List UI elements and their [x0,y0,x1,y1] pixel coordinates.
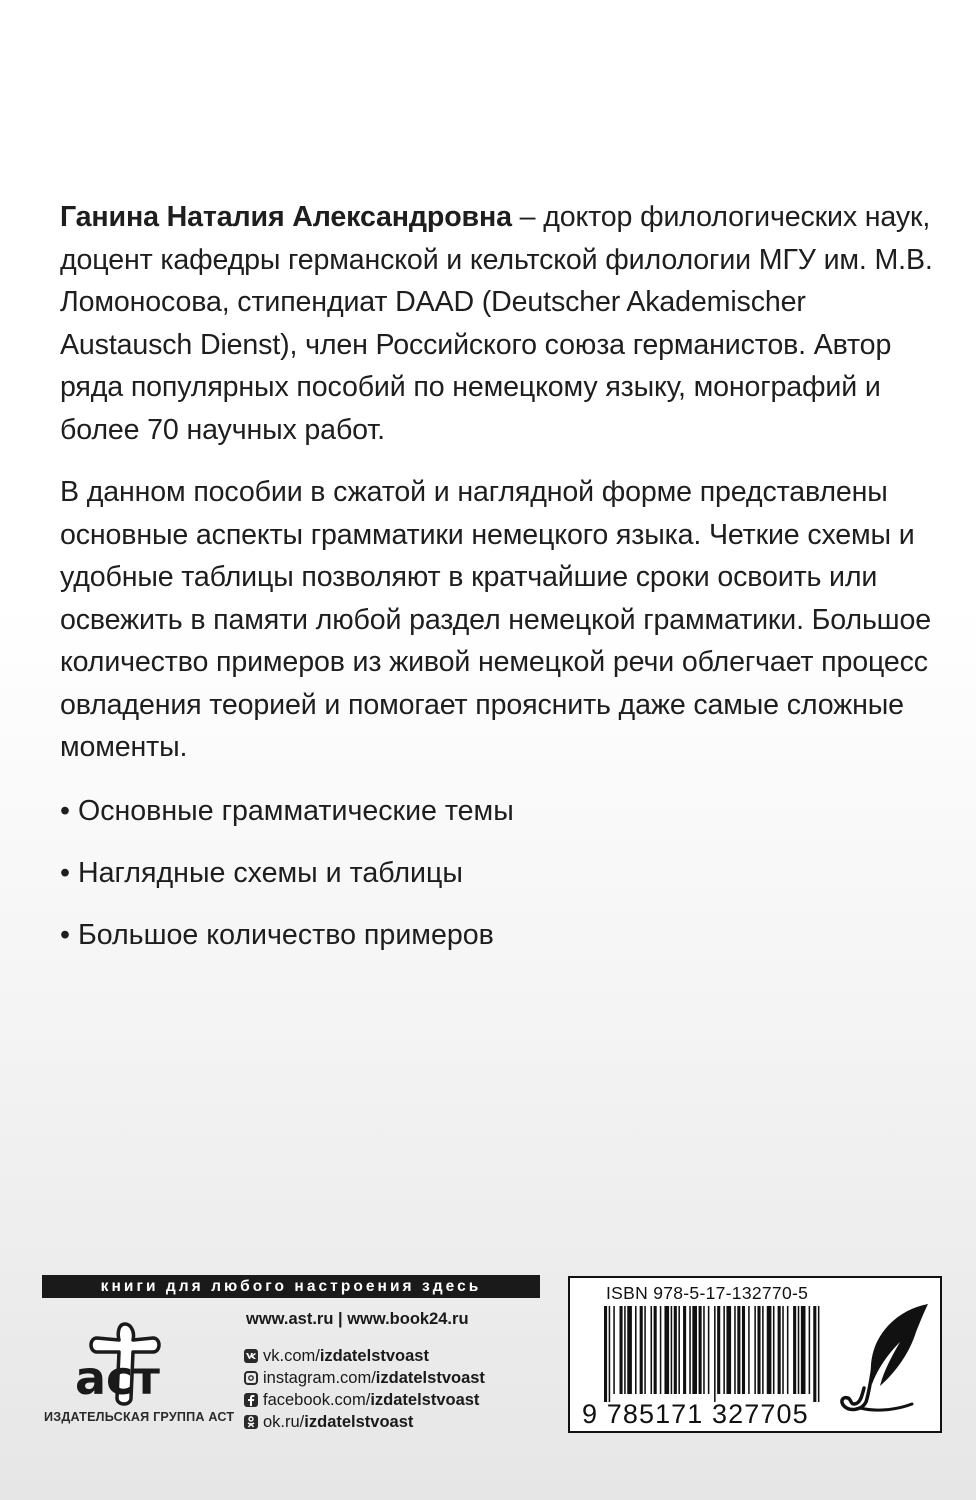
barcode-bar [782,1306,784,1394]
barcode-bar [683,1306,686,1394]
barcode-bar [644,1306,646,1394]
social-handle: izdatelstvoast [304,1412,414,1431]
social-prefix: ok.ru/ [263,1412,305,1431]
isbn-label: ISBN 978-5-17-132770-5 [606,1283,809,1303]
author-bio [60,196,940,451]
social-prefix: instagram.com/ [263,1368,376,1387]
feature-list [60,791,940,955]
barcode-bar [613,1306,615,1394]
social-link-ok[interactable] [244,1411,485,1433]
social-prefix: facebook.com/ [263,1390,371,1409]
slogan-bar: книги для любого настроения здесь [42,1275,540,1298]
barcode-bar [793,1306,796,1394]
barcode-bar [734,1306,736,1394]
barcode-bar [813,1306,816,1402]
barcode-bar [742,1306,745,1394]
barcode-bar [651,1306,653,1394]
barcode-bar [757,1306,760,1394]
instagram-icon [244,1371,258,1385]
quill-icon [836,1298,932,1418]
social-links [244,1345,485,1433]
facebook-icon [244,1393,258,1407]
barcode-bar [714,1306,716,1402]
barcode-digits: 9 785171 327705 [582,1399,809,1429]
barcode-bar [748,1306,750,1394]
barcode-bar [640,1306,643,1394]
barcode-bar [809,1306,811,1394]
barcode-bar [678,1306,680,1394]
barcode-bar [609,1306,611,1402]
barcode-bar [726,1306,731,1394]
barcode-bar [671,1306,673,1394]
barcode-bar [660,1306,662,1394]
publisher-name: ИЗДАТЕЛЬСКАЯ ГРУППА АСТ [44,1410,235,1424]
social-link-vk[interactable] [244,1345,485,1367]
barcode-bar [798,1306,800,1394]
author-bio-text: – доктор филологических наук, доцент кафедры германской и кельтской филологии МГУ им. М.В. Ломоносова, стипендиат DAAD (Deutscher Akademischer Austausch Dienst), член Российского союза германистов. Автор ряда популярных пособий по немецкому языку, монографий и более 70 научных работ. [60,201,933,446]
barcode-bar [624,1306,626,1394]
logo-text: аст [75,1351,160,1405]
barcode-bar [787,1306,789,1394]
barcode-bar [723,1306,725,1394]
barcode-bar [664,1306,669,1394]
social-handle: izdatelstvoast [319,1346,429,1365]
barcode-bar [708,1306,710,1394]
book-description: В данном пособии в сжатой и наглядной форме представлены основные аспекты грамматики немецкого языка. Четкие схемы и удобные таблицы позволяют в кратчайшие сроки освоить или освежить в памяти любой раздел немецкой грамматики. Большое количество примеров из живой немецкой речи облегчает процесс овладения теорией и помогает прояснить даже самые сложные моменты. [60,476,931,763]
barcode-bar [717,1306,720,1394]
barcode-bar [627,1306,632,1394]
social-prefix: vk.com/ [263,1346,320,1365]
social-link-instagram[interactable] [244,1367,485,1389]
barcode-bar [654,1306,657,1394]
barcode-bar [620,1306,623,1394]
barcode-bar [692,1306,697,1394]
website-links[interactable]: www.ast.ru | www.book24.ru [246,1310,469,1328]
odnoklassniki-icon [244,1415,258,1429]
barcode-bar [773,1306,775,1394]
feature-item: • Большое количество примеров [60,918,494,951]
feature-item: • Основные грамматические темы [60,794,514,827]
barcode-bar [818,1306,820,1402]
barcode-bar [635,1306,637,1394]
main-content [60,196,940,977]
social-link-facebook[interactable] [244,1389,485,1411]
barcode-bar [778,1306,781,1394]
barcode-bar [737,1306,740,1394]
barcode-bar [762,1306,764,1394]
barcode-bar [604,1306,607,1402]
ast-logo [55,1318,215,1408]
vk-icon [244,1349,258,1363]
barcode-bar [767,1306,772,1394]
barcode-bar [689,1306,691,1394]
isbn-box [568,1276,942,1433]
barcode-bar [674,1306,677,1394]
author-name: Ганина Наталия Александровна [60,201,512,233]
barcode-bar [801,1306,806,1394]
social-handle: izdatelstvoast [375,1368,485,1387]
social-handle: izdatelstvoast [370,1390,480,1409]
barcode [604,1306,824,1402]
barcode-bar [754,1306,756,1394]
barcode-bar [699,1306,702,1394]
feature-item: • Наглядные схемы и таблицы [60,856,463,889]
barcode-bar [703,1306,705,1394]
